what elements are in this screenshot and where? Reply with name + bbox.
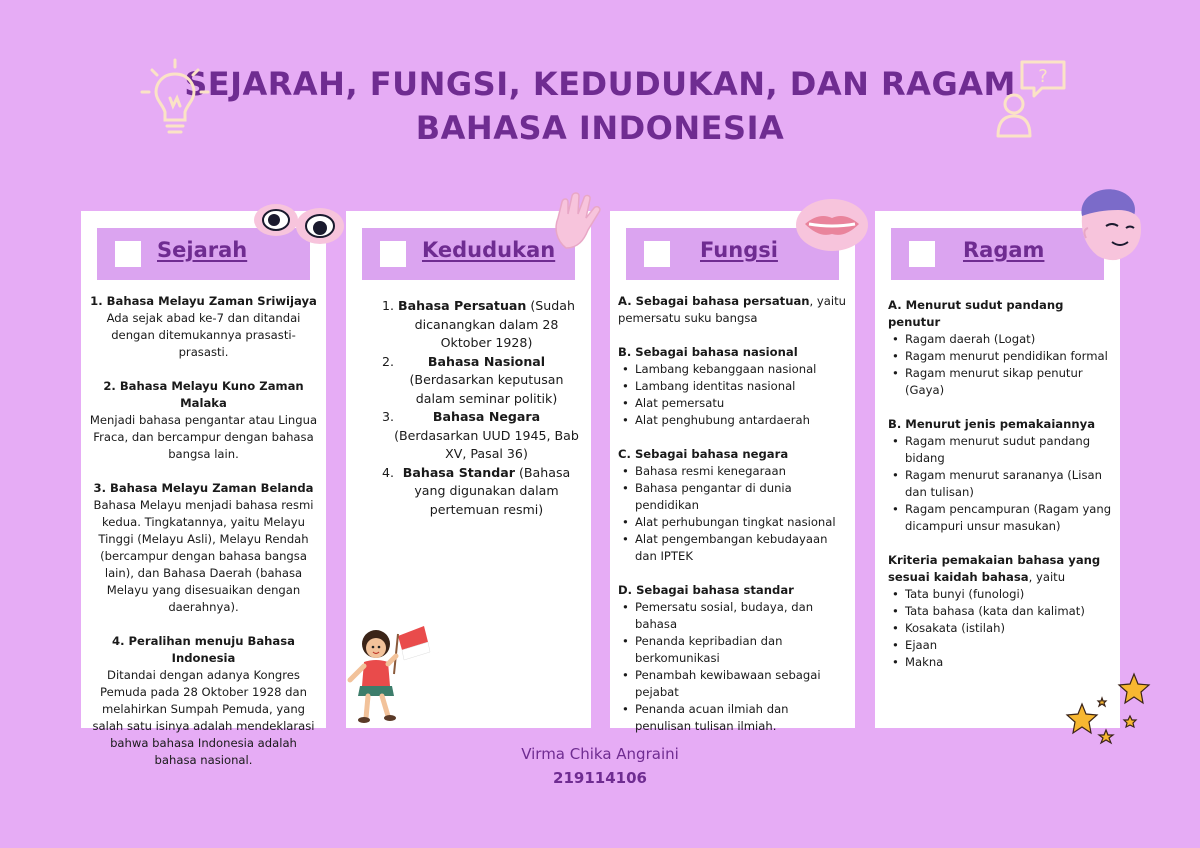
list-item: 3. Bahasa Melayu Zaman Belanda Bahasa Melayu menjadi bahasa resmi kedua. Tingkatannya, yaitu Melayu Tinggi (Melayu Asli), Melayu Rendah (bercampur dengan bahasa bangsa lain), dan Bahasa Daerah (bahasa Melayu yang disesuaikan dengan daerahnya). — [93, 481, 314, 614]
checkbox-square — [380, 241, 406, 267]
title-line-2: BAHASA INDONESIA — [415, 109, 785, 147]
card-fungsi — [610, 211, 855, 733]
card-heading: Fungsi — [700, 238, 778, 262]
card-ragam — [875, 211, 1120, 728]
list-item: • Ragam daerah (Logat) — [888, 331, 1112, 348]
card-body-kedudukan — [354, 297, 583, 519]
list-item: • Alat pemersatu — [618, 395, 847, 412]
card-body-ragam — [888, 297, 1112, 688]
card-heading: Sejarah — [157, 238, 248, 262]
card-heading: Kedudukan — [422, 238, 556, 262]
page-title — [160, 62, 1040, 150]
list-item: 3. Bahasa Negara (Berdasarkan UUD 1945, Bab XV, Pasal 36) — [382, 409, 579, 461]
list-item: • Penanda kepribadian dan berkomunikasi — [618, 633, 847, 667]
lips-icon — [795, 198, 869, 252]
list-item: • Makna — [888, 654, 1112, 671]
svg-text:?: ? — [1038, 66, 1048, 87]
list-item: • Bahasa resmi kenegaraan — [618, 463, 847, 480]
list-item: • Alat pengembangan kebudayaan dan IPTEK — [618, 531, 847, 565]
card-heading: Ragam — [963, 238, 1045, 262]
list-item: • Lambang kebanggaan nasional — [618, 361, 847, 378]
list-item: 2. Bahasa Melayu Kuno Zaman Malaka Menjadi bahasa pengantar atau Lingua Fraca, dan bercampur dengan bahasa bangsa lain. — [89, 379, 318, 461]
author-name: Virma Chika Angraini — [521, 745, 679, 763]
section-c: Kriteria pemakaian bahasa yang sesuai kaidah bahasa, yaitu • Tata bunyi (funologi) • Tata bahasa (kata dan kalimat) • Kosakata (istilah) • Ejaan • Makna — [888, 552, 1112, 671]
section-b: B. Sebagai bahasa nasional • Lambang kebanggaan nasional • Lambang identitas nasional • Alat pemersatu • Alat penghubung antardaerah — [618, 344, 847, 429]
list-item: • Alat perhubungan tingkat nasional — [618, 514, 847, 531]
lightbulb-icon — [140, 58, 210, 140]
hand-icon — [548, 190, 606, 252]
list-item: • Lambang identitas nasional — [618, 378, 847, 395]
checkbox-square — [115, 241, 141, 267]
card-body-sejarah — [89, 293, 318, 786]
card-kedudukan — [346, 211, 591, 728]
list-item: • Bahasa pengantar di dunia pendidikan — [618, 480, 847, 514]
list-item: • Penanda acuan ilmiah dan penulisan tulisan ilmiah. — [618, 701, 847, 735]
list-item: • Ragam menurut pendidikan formal — [888, 348, 1112, 365]
list-item: • Tata bahasa (kata dan kalimat) — [888, 603, 1112, 620]
girl-with-flag-illustration — [346, 616, 436, 728]
eyes-icon — [250, 198, 346, 250]
list-item: • Ragam menurut sudut pandang bidang — [888, 433, 1112, 467]
checkbox-square — [909, 241, 935, 267]
section-b: B. Menurut jenis pemakaiannya • Ragam menurut sudut pandang bidang • Ragam menurut sarananya (Lisan dan tulisan) • Ragam pencampuran (Ragam yang dicampuri unsur masukan) — [888, 416, 1112, 535]
face-icon — [1068, 186, 1150, 266]
card-header-kedudukan — [362, 228, 575, 280]
list-item: • Ragam menurut sarananya (Lisan dan tulisan) — [888, 467, 1112, 501]
stars-icon — [1058, 670, 1158, 746]
list-item: • Ragam pencampuran (Ragam yang dicampuri unsur masukan) — [888, 501, 1112, 535]
list-item: • Pemersatu sosial, budaya, dan bahasa — [618, 599, 847, 633]
list-item: • Kosakata (istilah) — [888, 620, 1112, 637]
list-item: • Alat penghubung antardaerah — [618, 412, 847, 429]
card-body-fungsi — [618, 293, 847, 752]
section-a: A. Menurut sudut pandang penutur • Ragam daerah (Logat) • Ragam menurut pendidikan formal • Ragam menurut sikap penutur (Gaya) — [888, 297, 1112, 399]
section-c: C. Sebagai bahasa negara • Bahasa resmi kenegaraan • Bahasa pengantar di dunia pendidikan • Alat perhubungan tingkat nasional • Alat pengembangan kebudayaan dan IPTEK — [618, 446, 847, 565]
list-item: • Penambah kewibawaan sebagai pejabat — [618, 667, 847, 701]
list-item: 4. Peralihan menuju Bahasa Indonesia Ditandai dengan adanya Kongres Pemuda pada 28 Oktober 1928 dan melahirkan Sumpah Pemuda, yang salah satu isinya adalah mendeklarasi bahwa bahasa Indonesia adalah bahasa nasional. — [92, 634, 315, 767]
card-sejarah — [81, 211, 326, 767]
title-line-1: SEJARAH, FUNGSI, KEDUDUKAN, DAN RAGAM — [184, 65, 1016, 103]
section-a: A. Sebagai bahasa persatuan, yaitu pemersatu suku bangsa — [618, 294, 846, 325]
list-item: • Ejaan — [888, 637, 1112, 654]
list-item: • Ragam menurut sikap penutur (Gaya) — [888, 365, 1112, 399]
person-question-icon — [992, 58, 1070, 140]
checkbox-square — [644, 241, 670, 267]
list-item: 4. Bahasa Standar (Bahasa yang digunakan dalam pertemuan resmi) — [382, 464, 571, 517]
list-item: 1. Bahasa Persatuan (Sudah dicanangkan dalam 28 Oktober 1928) — [382, 298, 575, 350]
section-d: D. Sebagai bahasa standar • Pemersatu sosial, budaya, dan bahasa • Penanda kepribadian dan berkomunikasi • Penambah kewibawaan sebagai pejabat • Penanda acuan ilmiah dan penulisan tulisan ilmiah. — [618, 582, 847, 735]
author-id: 219114106 — [553, 769, 647, 787]
list-item: • Tata bunyi (funologi) — [888, 586, 1112, 603]
list-item: 1. Bahasa Melayu Zaman Sriwijaya Ada sejak abad ke-7 dan ditandai dengan ditemukannya prasasti-prasasti. — [90, 294, 317, 359]
list-item: 2. Bahasa Nasional (Berdasarkan keputusan dalam seminar politik) — [382, 353, 564, 406]
